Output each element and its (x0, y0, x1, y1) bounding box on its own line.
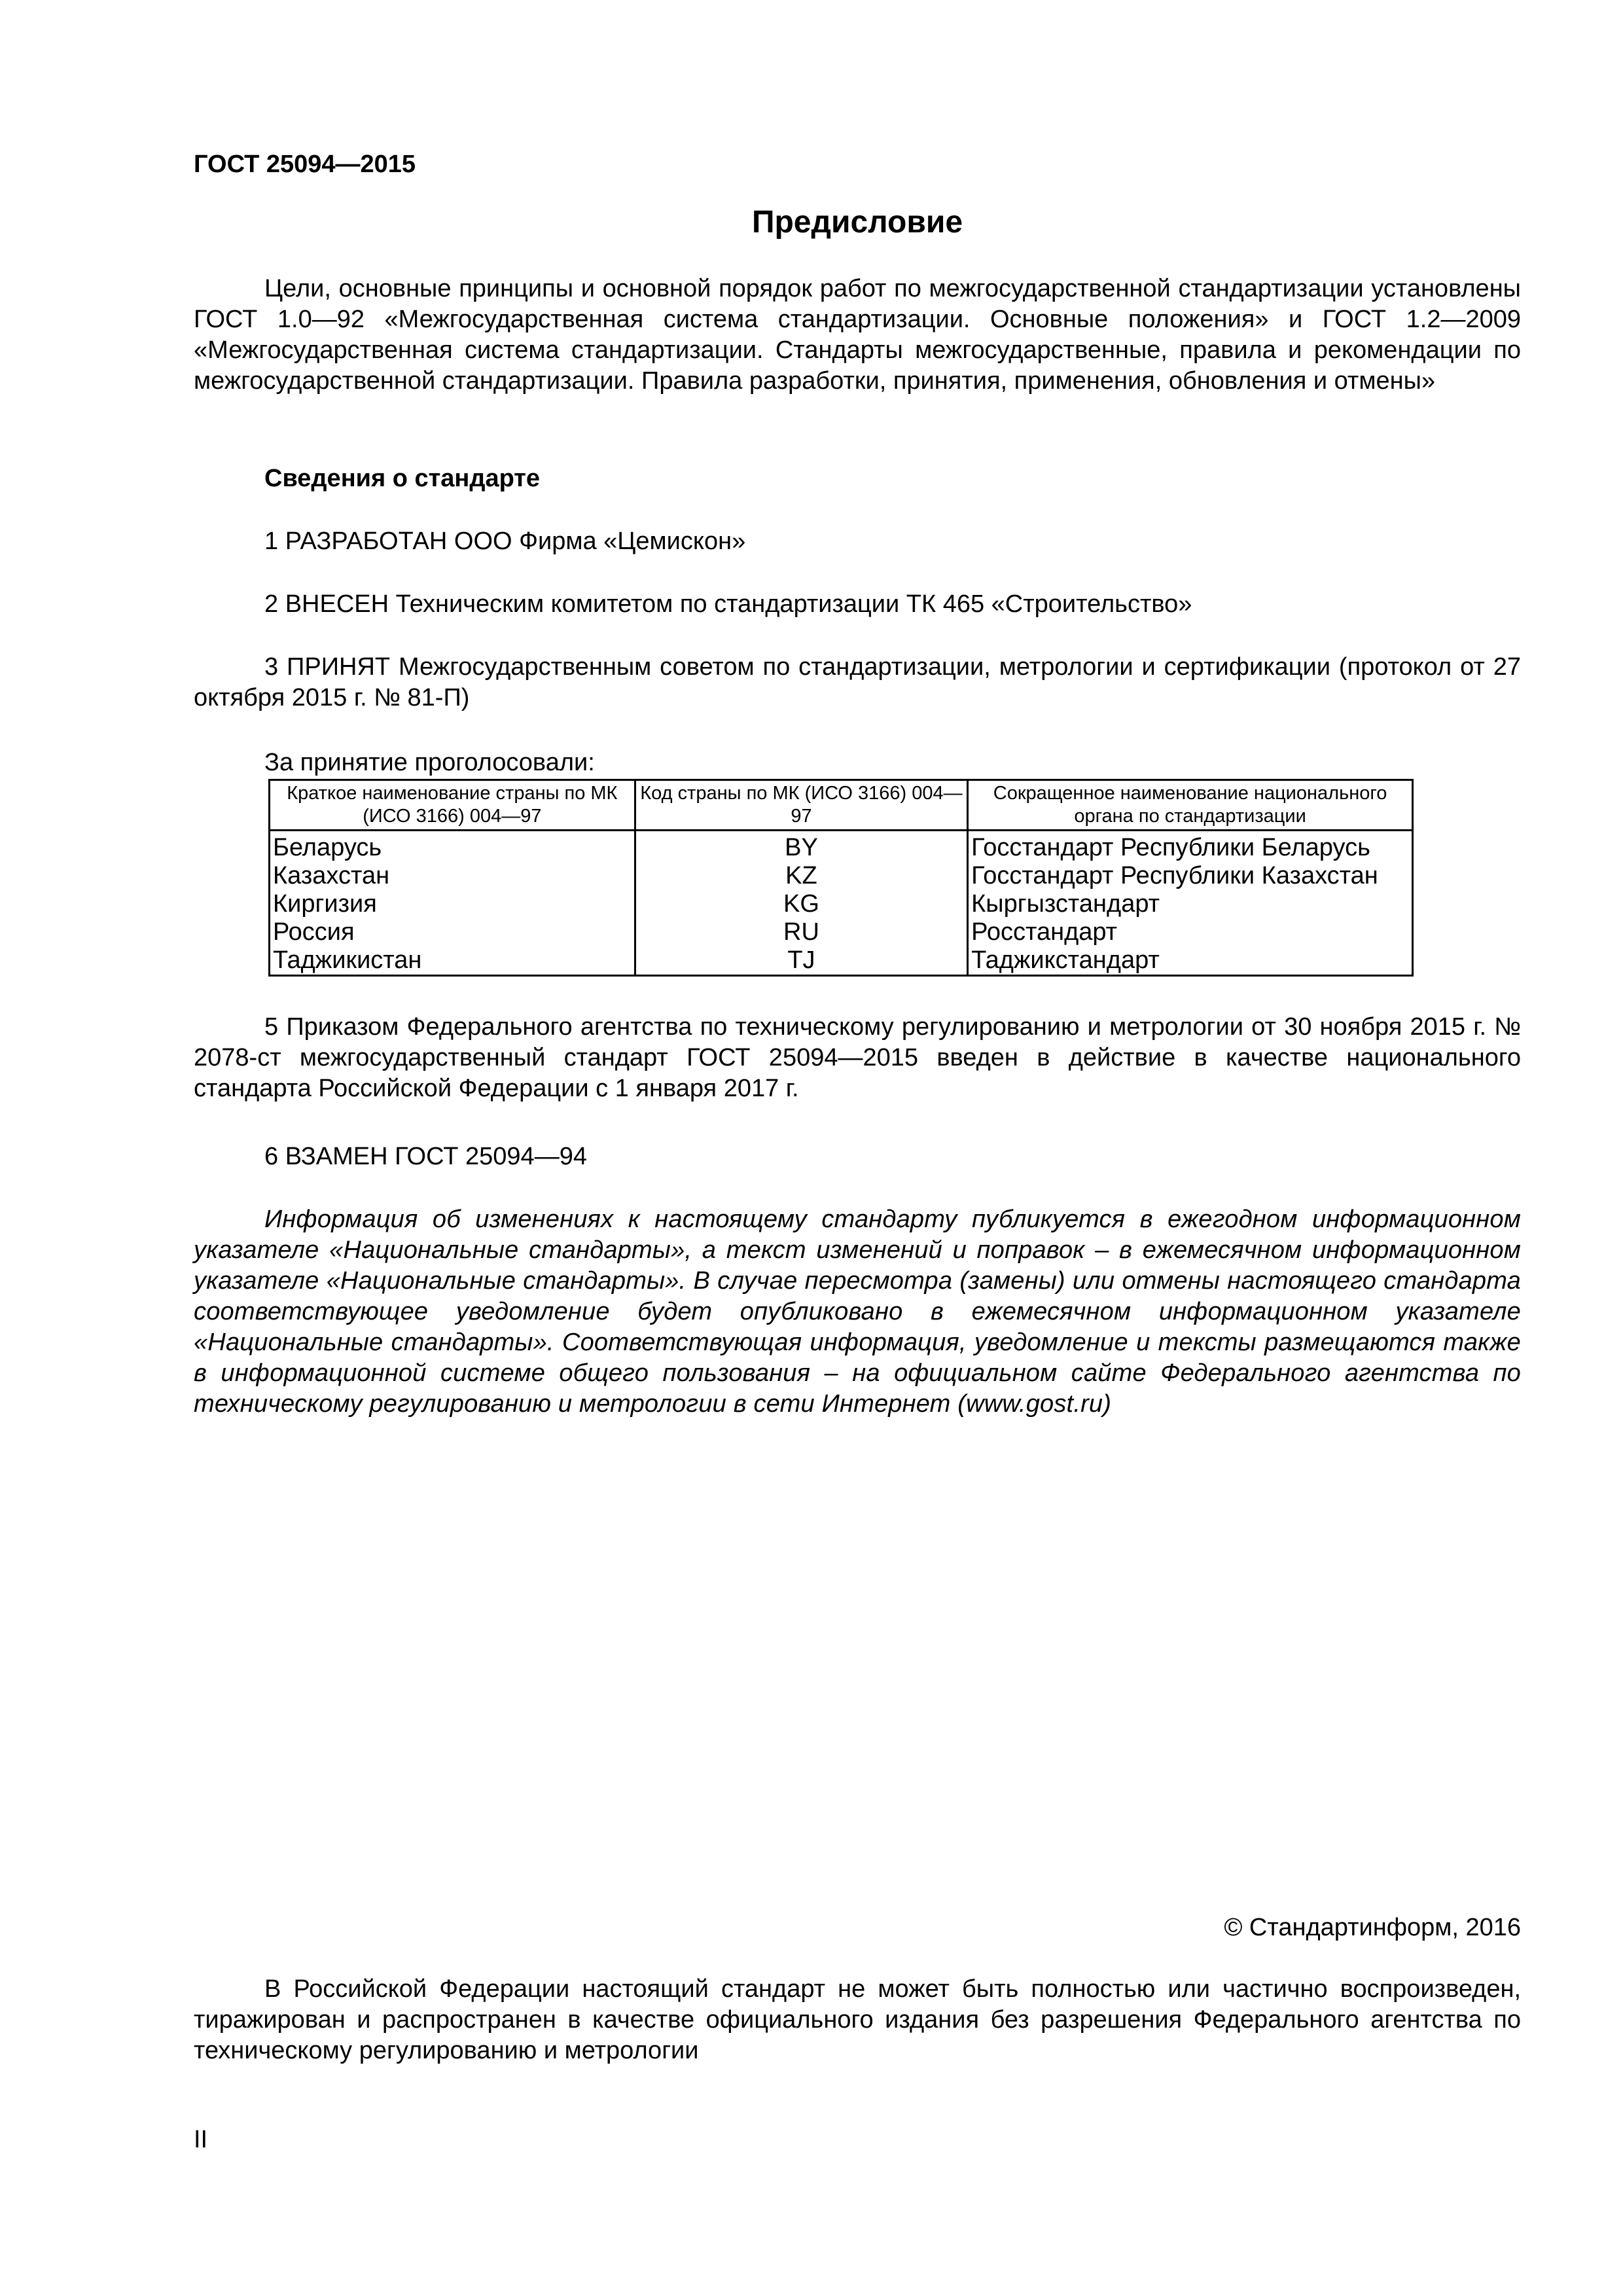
country-name-cell: Беларусь (270, 831, 635, 863)
document-page (194, 0, 1521, 2296)
standards-body-cell: Таджикстандарт (968, 946, 1413, 976)
standards-body-cell: Росстандарт (968, 918, 1413, 946)
table-header-row (270, 780, 1413, 831)
page-number: II (194, 2126, 208, 2153)
country-name-cell: Россия (270, 918, 635, 946)
standards-body-cell: Кыргызстандарт (968, 890, 1413, 918)
column-header-standards-body: Сокращенное наименование национального органа по стандартизации (968, 780, 1413, 831)
table-row (270, 946, 1413, 976)
info-heading: Сведения о стандарте (264, 465, 541, 492)
changes-info-note: Информация об изменениях к настоящему стандарту публикуется в ежегодном информационном указателе «Национальные стандарты», а текст изменений и поправок – в ежемесячном информационном указателе «Национальные стандарты». В случае пересмотра (замены) или отмены настоящего стандарта соответствующее уведомление будет опубликовано в ежемесячном информационном указателе «Национальные стандарты». Соответствующая информация, уведомление и тексты размещаются также в информационной системе общего пользования – на официальном сайте Федерального агентства по техническому регулированию и метрологии в сети Интернет (www.gost.ru) (194, 1206, 1521, 1418)
standards-body-cell: Госстандарт Республики Беларусь (968, 831, 1413, 863)
table-row (270, 918, 1413, 946)
item-replaces: 6 ВЗАМЕН ГОСТ 25094—94 (264, 1143, 587, 1170)
column-header-country-code: Код страны по МК (ИСО 3166) 004—97 (635, 780, 967, 831)
rights-notice: В Российской Федерации настоящий стандарт не может быть полностью или частично воспроизведен, тиражирован и распространен в качестве официального издания без разрешения Федерального агентства по техническому регулированию и метрологии (194, 1975, 1521, 2064)
country-code-cell: TJ (635, 946, 967, 976)
table-row (270, 862, 1413, 890)
country-code-cell: KG (635, 890, 967, 918)
votes-table (268, 779, 1414, 977)
document-header: ГОСТ 25094—2015 (194, 151, 416, 178)
table-row (270, 831, 1413, 863)
column-header-country-name: Краткое наименование страны по МК (ИСО 3166) 004—97 (270, 780, 635, 831)
item-developed: 1 РАЗРАБОТАН ООО Фирма «Цемискон» (264, 528, 746, 555)
country-name-cell: Таджикистан (270, 946, 635, 976)
page-title: Предисловие (751, 205, 963, 240)
country-name-cell: Киргизия (270, 890, 635, 918)
country-code-cell: KZ (635, 862, 967, 890)
copyright-notice: © Стандартинформ, 2016 (1224, 1914, 1521, 1941)
item-introduced: 2 ВНЕСЕН Техническим комитетом по стандартизации ТК 465 «Строительство» (264, 590, 1192, 618)
table-row (270, 890, 1413, 918)
item-adopted: 3 ПРИНЯТ Межгосударственным советом по стандартизации, метрологии и сертификации (протокол от 27 октября 2015 г. № 81-П) (194, 653, 1521, 711)
intro-paragraph: Цели, основные принципы и основной порядок работ по межгосударственной стандартизации установлены ГОСТ 1.0—92 «Межгосударственная система стандартизации. Основные положения» и ГОСТ 1.2—2009 «Межгосударственная система стандартизации. Стандарты межгосударственные, правила и рекомендации по межгосударственной стандартизации. Правила разработки, принятия, применения, обновления и отмены» (194, 275, 1521, 395)
country-code-cell: BY (635, 831, 967, 863)
standards-body-cell: Госстандарт Республики Казахстан (968, 862, 1413, 890)
item-order: 5 Приказом Федерального агентства по техническому регулированию и метрологии от 30 ноября 2015 г. № 2078-ст межгосударственный стандарт ГОСТ 25094—2015 введен в действие в качестве национального стандарта Российской Федерации с 1 января 2017 г. (194, 1013, 1521, 1102)
votes-caption: За принятие проголосовали: (264, 749, 595, 776)
country-code-cell: RU (635, 918, 967, 946)
country-name-cell: Казахстан (270, 862, 635, 890)
